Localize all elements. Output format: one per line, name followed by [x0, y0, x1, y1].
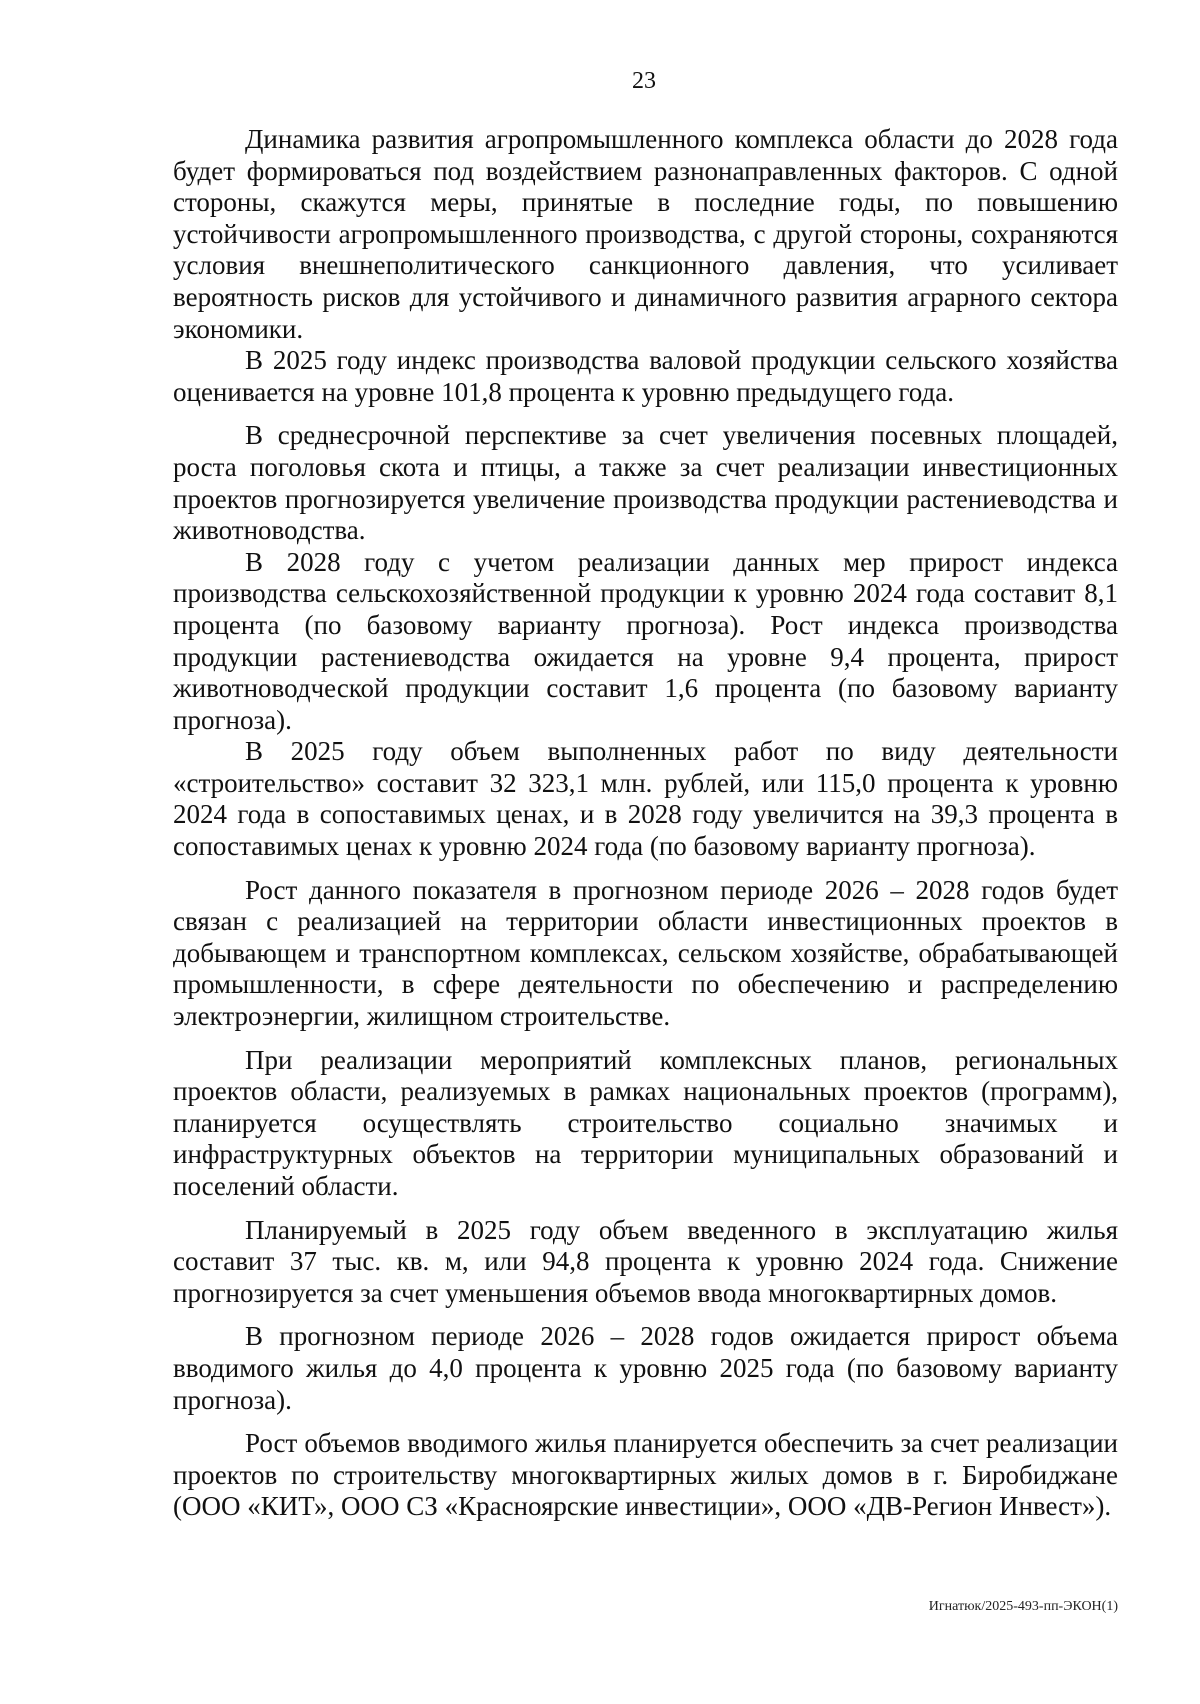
document-footer-code: Игнатюк/2025-493-пп-ЭКОН(1)	[928, 1599, 1118, 1614]
paragraph-construction-growth: Рост данного показателя в прогнозном периоде 2026 – 2028 годов будет связан с реализацией на территории области инвестиционных проектов в добывающем и транспортном комплексах, сельском хозяйстве, обрабатывающей промышленности, в сфере деятельности по обеспечению и распределению электроэнергии, жилищном строительстве.	[173, 874, 1118, 1032]
paragraph-housing-2025: Планируемый в 2025 году объем введенного в эксплуатацию жилья составит 37 тыс. кв. м, или 94,8 процента к уровню 2024 года. Снижение прогнозируется за счет уменьшения объемов ввода многоквартирных домов.	[173, 1214, 1118, 1308]
paragraph-housing-forecast: В прогнозном периоде 2026 – 2028 годов ожидается прирост объема вводимого жилья до 4,0 процента к уровню 2025 года (по базовому варианту прогноза).	[173, 1321, 1118, 1415]
paragraph-housing-projects: Рост объемов вводимого жилья планируется обеспечить за счет реализации проектов по строительству многоквартирных жилых домов в г. Биробиджане (ООО «КИТ», ООО СЗ «Красноярские инвестиции», ООО «ДВ-Регион Инвест»).	[173, 1428, 1118, 1522]
page-number: 23	[632, 68, 656, 94]
document-body	[173, 124, 1118, 1523]
paragraph-medium-term: В среднесрочной перспективе за счет увеличения посевных площадей, роста поголовья скота и птицы, а также за счет реализации инвестиционных проектов прогнозируется увеличение производства продукции растениеводства и животноводства.	[173, 420, 1118, 546]
paragraph-construction-2025: В 2025 году объем выполненных работ по виду деятельности «строительство» составит 32 323,1 млн. рублей, или 115,0 процента к уровню 2024 года в сопоставимых ценах, и в 2028 году увеличится на 39,3 процента в сопоставимых ценах к уровню 2024 года (по базовому варианту прогноза).	[173, 736, 1118, 862]
paragraph-agro-index-2025: В 2025 году индекс производства валовой продукции сельского хозяйства оценивается на уровне 101,8 процента к уровню предыдущего года.	[173, 345, 1118, 407]
paragraph-national-projects: При реализации мероприятий комплексных планов, региональных проектов области, реализуемых в рамках национальных проектов (программ), планируется осуществлять строительство социально значимых и инфраструктурных объектов на территории муниципальных образований и поселений области.	[173, 1044, 1118, 1201]
paragraph-agro-dynamics: Динамика развития агропромышленного комплекса области до 2028 года будет формироваться под воздействием разнонаправленных факторов. С одной стороны, скажутся меры, принятые в последние годы, по повышению устойчивости агропромышленного производства, с другой стороны, сохраняются условия внешнеполитического санкционного давления, что усиливает вероятность рисков для устойчивого и динамичного развития аграрного сектора экономики.	[173, 124, 1118, 344]
paragraph-agro-2028: В 2028 году с учетом реализации данных мер прирост индекса производства сельскохозяйственной продукции к уровню 2024 года составит 8,1 процента (по базовому варианту прогноза). Рост индекса производства продукции растениеводства ожидается на уровне 9,4 процента, прирост животноводческой продукции составит 1,6 процента (по базовому варианту прогноза).	[173, 546, 1118, 735]
